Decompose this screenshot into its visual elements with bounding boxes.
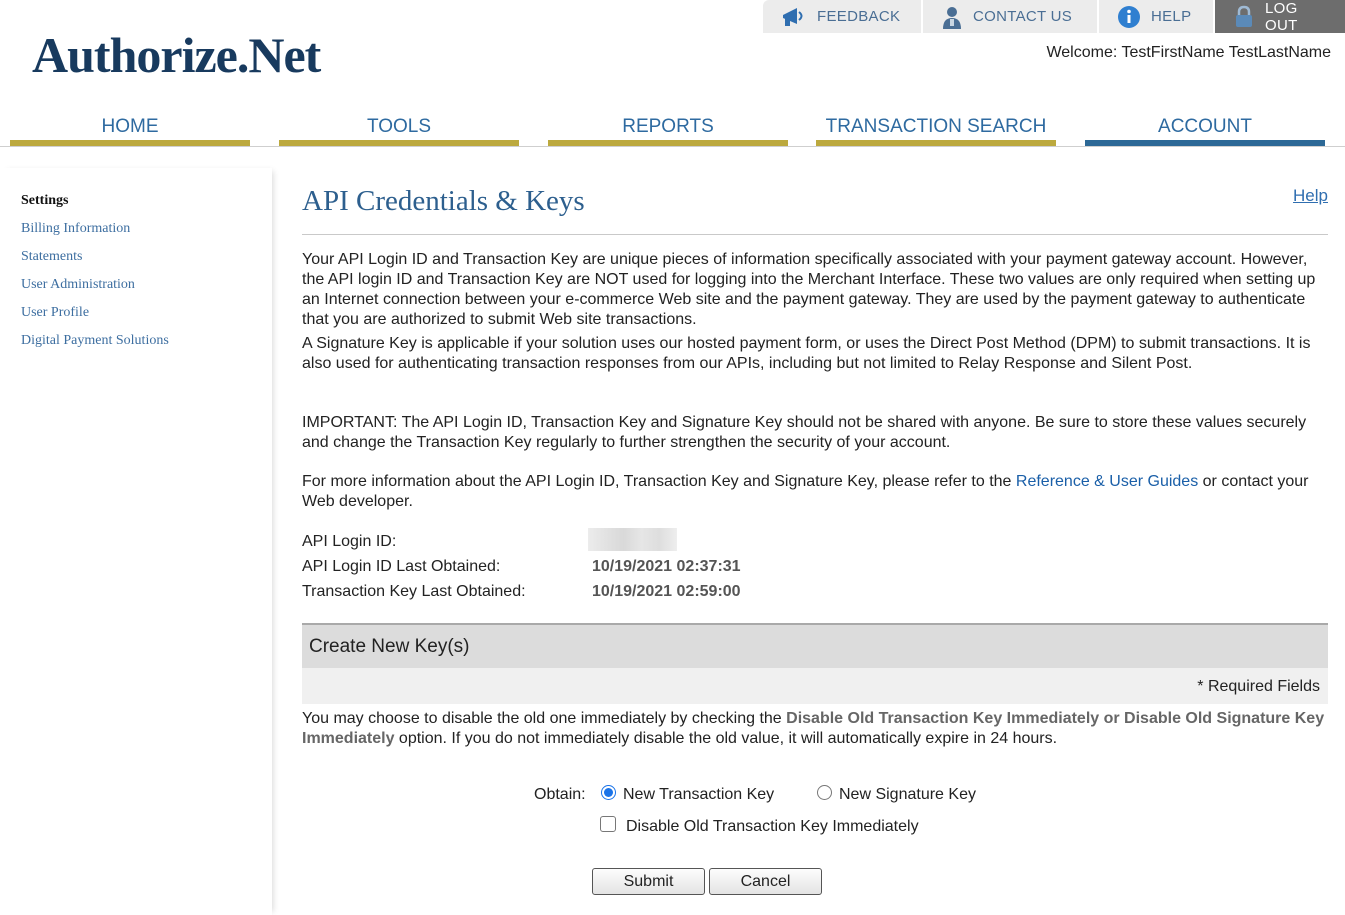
disable-note-text-end: option. If you do not immediately disable the old value, it will automatically expire in 24 hours. <box>394 730 1058 747</box>
intro-paragraph: Your API Login ID and Transaction Key are unique pieces of information specifically associated with your payment gateway account. However, the API login ID and Transaction Key are NOT used for logging into the Merchant Interface. These two values are only required when setting up an Internet connection between your e-commerce Web site and the payment gateway. They are used by the payment gateway to authenticate that you are authorized to submit Web site transactions. <box>302 251 1316 328</box>
title-divider <box>302 234 1328 235</box>
tab-account[interactable]: ACCOUNT <box>1085 112 1325 146</box>
important-paragraph: IMPORTANT: The API Login ID, Transaction Key and Signature Key should not be shared with anyone. Be sure to store these values securely and change the Transaction Key regularly to further strengthen the security of your account. <box>302 414 1307 451</box>
signature-key-paragraph: A Signature Key is applicable if your solution uses our hosted payment form, or uses the Direct Post Method (DPM) to submit transactions. It is also used for authenticating transaction responses from our APIs, including but not limited to Relay Response and Silent Post. <box>302 335 1311 372</box>
submit-button[interactable]: Submit <box>592 868 705 895</box>
sidebar-item-statements[interactable]: Statements <box>21 249 83 264</box>
info-icon <box>1117 5 1141 29</box>
tab-tools[interactable]: TOOLS <box>279 112 519 146</box>
api-login-id-value-redacted <box>588 528 677 551</box>
login-last-obtained-label: API Login ID Last Obtained: <box>302 558 501 575</box>
api-login-id-label: API Login ID: <box>302 533 397 550</box>
contact-us-link[interactable] <box>921 0 1097 33</box>
help-nav-label: HELP <box>1151 8 1192 25</box>
disable-note <box>302 709 1330 749</box>
nav-divider <box>0 146 1345 147</box>
txn-key-last-obtained-label: Transaction Key Last Obtained: <box>302 583 526 600</box>
radio-new-transaction-key-label[interactable]: New Transaction Key <box>623 786 775 803</box>
feedback-label: FEEDBACK <box>817 8 901 25</box>
authorize-net-logo[interactable]: Authorize.Net <box>32 27 321 83</box>
reference-user-guides-link[interactable]: Reference & User Guides <box>1015 473 1199 490</box>
radio-new-signature-key[interactable] <box>817 785 832 800</box>
tab-reports[interactable]: REPORTS <box>548 112 788 146</box>
sidebar <box>0 168 272 915</box>
login-last-obtained-value: 10/19/2021 02:37:31 <box>592 558 741 575</box>
contact-us-label: CONTACT US <box>973 8 1073 25</box>
feedback-link[interactable] <box>763 0 921 33</box>
disable-note-emphasis: Disable Old Transaction Key Immediately or Disable Old Signature Key Immediately <box>302 710 1325 747</box>
obtain-label: Obtain: <box>534 786 586 803</box>
txn-key-last-obtained-value: 10/19/2021 02:59:00 <box>592 583 741 600</box>
more-info-paragraph <box>302 472 1330 512</box>
create-keys-title: Create New Key(s) <box>309 636 470 657</box>
logout-label: LOG OUT <box>1265 0 1298 34</box>
radio-new-signature-key-label[interactable]: New Signature Key <box>839 786 976 803</box>
logout-link[interactable] <box>1213 0 1345 33</box>
create-keys-header <box>302 623 1328 668</box>
tab-home[interactable]: HOME <box>10 112 250 146</box>
required-fields-note: * Required Fields <box>1197 678 1320 695</box>
disable-old-key-label[interactable]: Disable Old Transaction Key Immediately <box>626 818 919 835</box>
welcome-message: Welcome: TestFirstName TestLastName <box>1046 44 1331 61</box>
page-title: API Credentials & Keys <box>302 185 585 217</box>
help-nav-link[interactable] <box>1097 0 1213 33</box>
disable-note-text: You may choose to disable the old one immediately by checking the <box>302 710 787 727</box>
person-icon <box>941 5 963 29</box>
main-nav <box>10 112 1325 146</box>
utility-nav <box>763 0 1345 33</box>
padlock-icon <box>1233 5 1255 29</box>
radio-new-transaction-key[interactable] <box>601 785 616 800</box>
tab-transaction-search[interactable]: TRANSACTION SEARCH <box>816 112 1056 146</box>
disable-old-key-checkbox[interactable] <box>600 816 616 832</box>
required-fields-bar <box>302 668 1328 704</box>
sidebar-item-user-administration[interactable]: User Administration <box>21 277 135 292</box>
help-link[interactable]: Help <box>1293 186 1328 205</box>
more-info-text-end: or contact your Web developer. <box>302 473 1309 510</box>
sidebar-item-settings[interactable]: Settings <box>21 193 69 208</box>
more-info-text: For more information about the API Login ID, Transaction Key and Signature Key, please refer to the <box>302 473 1016 490</box>
cancel-button[interactable]: Cancel <box>709 868 822 895</box>
sidebar-item-digital-payment-solutions[interactable]: Digital Payment Solutions <box>21 333 169 348</box>
sidebar-item-user-profile[interactable]: User Profile <box>21 305 90 320</box>
megaphone-icon <box>781 6 807 28</box>
sidebar-item-billing-information[interactable]: Billing Information <box>21 221 131 236</box>
